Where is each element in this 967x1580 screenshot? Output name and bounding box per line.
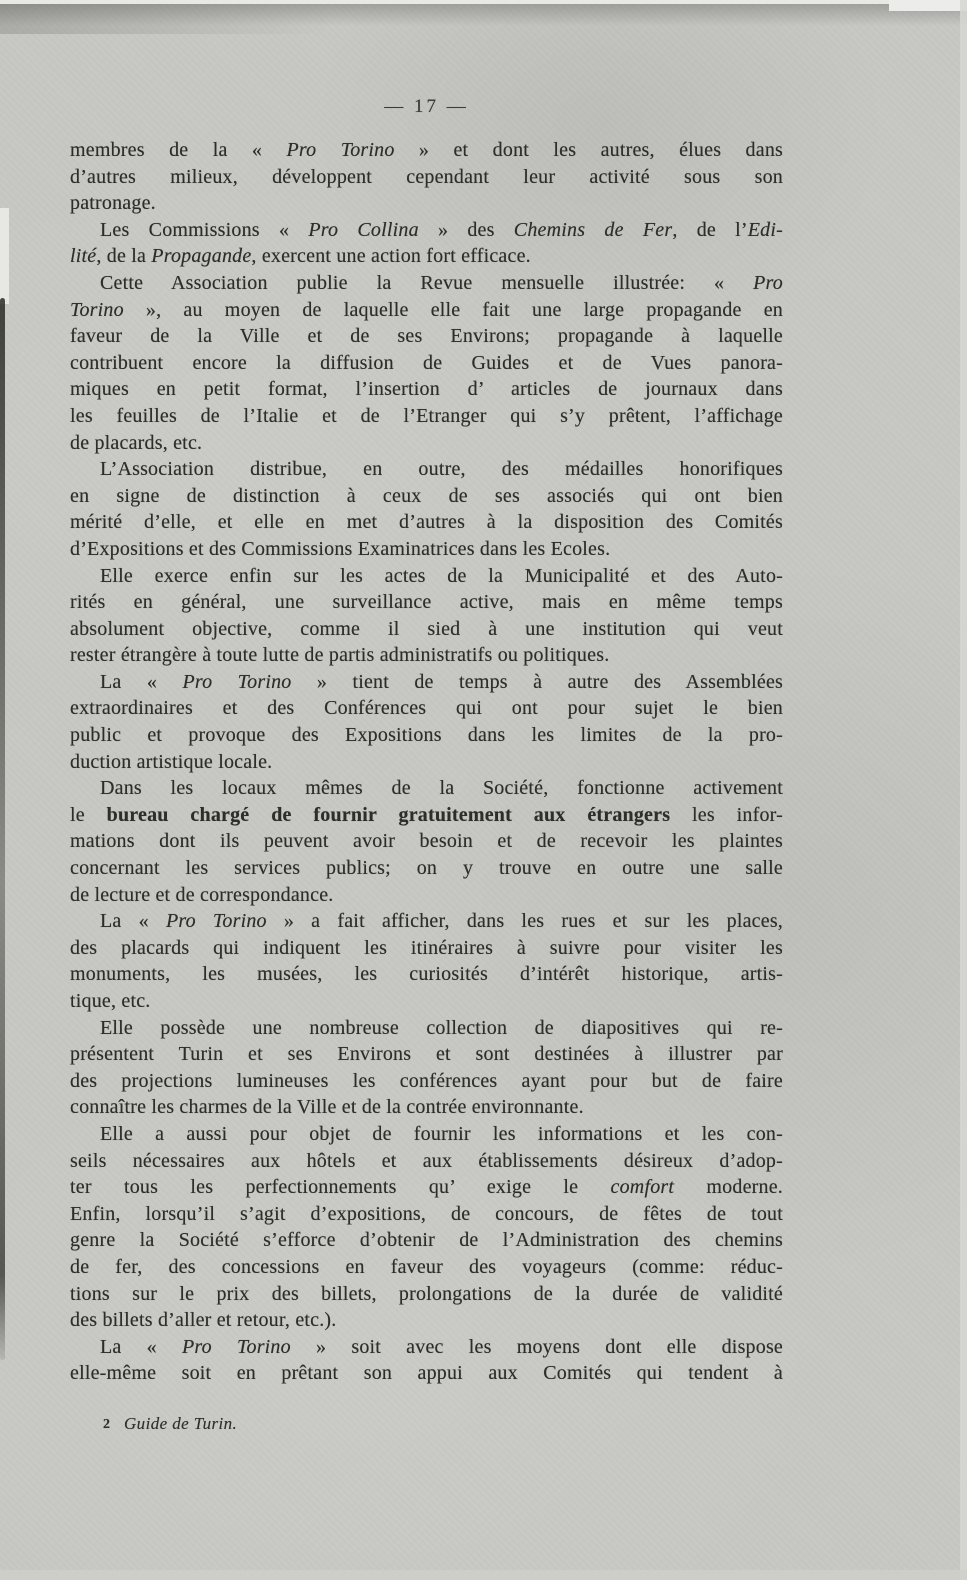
- text-line: tique, etc.: [70, 990, 151, 1012]
- footnote-text: Guide de Turin.: [124, 1414, 238, 1433]
- text-line: rester étrangère à toute lutte de partis administratifs ou politiques.: [70, 644, 610, 667]
- text-line: les feuilles de l’Italie et de l’Etranger qui s’y prêtent, l’affichage: [70, 404, 783, 427]
- text-line: Elle possède une nombreuse collection de diapositives qui re-: [100, 1016, 783, 1039]
- text-line: lité, de la Propagande, exercent une action fort efficace.: [70, 245, 531, 268]
- scan-edge-left-dark: [0, 298, 5, 1360]
- text-line: Dans les locaux mêmes de la Société, fonctionne activement: [100, 777, 783, 800]
- text-line: Enfin, lorsqu’il s’agit d’expositions, de concours, de fêtes de tout: [70, 1202, 783, 1225]
- footnote: [103, 1414, 237, 1434]
- scan-edge-topright-white: [889, 0, 967, 11]
- text-line: contribuent encore la diffusion de Guides et de Vues panora-: [70, 351, 783, 374]
- text-line: Cette Association publie la Revue mensuelle illustrée: « Pro: [100, 271, 783, 294]
- scan-edge-top-white: [0, 0, 967, 4]
- page-number: — 17 —: [384, 96, 469, 117]
- scan-edge-bottom-light: [0, 1570, 967, 1580]
- text-line: Elle exerce enfin sur les actes de la Municipalité et des Auto-: [100, 564, 783, 587]
- text-line: Elle a aussi pour objet de fournir les informations et les con-: [100, 1122, 783, 1145]
- text-line: duction artistique locale.: [70, 750, 273, 773]
- text-line: d’Expositions et des Commissions Examinatrices dans les Ecoles.: [70, 537, 611, 560]
- text-line: absolument objective, comme il sied à une institution qui veut: [70, 617, 783, 640]
- text-line: de fer, des concessions en faveur des voyageurs (comme: réduc-: [70, 1255, 783, 1278]
- text-line: faveur de la Ville et de ses Environs; propagande à laquelle: [70, 325, 783, 348]
- text-line: La « Pro Torino » tient de temps à autre des Assemblées: [100, 670, 783, 693]
- text-line: L’Association distribue, en outre, des médailles honorifiques: [100, 458, 783, 481]
- scan-edge-top-shadow-left: [0, 4, 387, 34]
- text-line: tions sur le prix des billets, prolongations de la durée de validité: [70, 1282, 783, 1305]
- text-line: miques en petit format, l’insertion d’ articles de journaux dans: [70, 378, 783, 401]
- text-line: monuments, les musées, les curiosités d’intérêt historique, artis-: [70, 963, 783, 986]
- scan-edge-right-light: [960, 0, 967, 1580]
- text-line: patronage.: [70, 192, 156, 215]
- text-line: présentent Turin et ses Environs et sont destinées à illustrer par: [70, 1043, 783, 1066]
- text-line: le bureau chargé de fournir gratuitement aux étrangers les infor-: [70, 803, 783, 826]
- text-line: genre la Société s’efforce d’obtenir de l’Administration des chemins: [70, 1229, 783, 1252]
- footnote-marker: 2: [103, 1417, 110, 1432]
- text-line: des placards qui indiquent les itinéraires à suivre pour visiter les: [70, 936, 783, 959]
- text-line: public et provoque des Expositions dans les limites de la pro-: [70, 724, 783, 747]
- text-line: elle-même soit en prêtant son appui aux Comités qui tendent à: [70, 1362, 783, 1385]
- text-line: La « Pro Torino » soit avec les moyens dont elle dispose: [100, 1335, 783, 1358]
- text-line: extraordinaires et des Conférences qui ont pour sujet le bien: [70, 697, 783, 720]
- text-line: en signe de distinction à ceux de ses associés qui ont bien: [70, 484, 783, 507]
- text-line: concernant les services publics; on y trouve en outre une salle: [70, 857, 783, 880]
- text-line: mérité d’elle, et elle en met d’autres à la disposition des Comités: [70, 511, 783, 534]
- text-line: de lecture et de correspondance.: [70, 883, 334, 906]
- text-line: rités en général, une surveillance active, mais en même temps: [70, 591, 783, 614]
- text-line: des billets d’aller et retour, etc.).: [70, 1309, 337, 1332]
- text-line: mations dont ils peuvent avoir besoin et de recevoir les plaintes: [70, 830, 783, 853]
- text-line: de placards, etc.: [70, 431, 203, 454]
- scan-edge-left-white: [0, 208, 9, 304]
- text-line: seils nécessaires aux hôtels et aux établissements désireux d’adop-: [70, 1149, 783, 1172]
- text-line: ter tous les perfectionnements qu’ exige le comfort moderne.: [70, 1176, 783, 1199]
- text-line: connaître les charmes de la Ville et de la contrée environnante.: [70, 1096, 584, 1119]
- text-line: d’autres milieux, développent cependant leur activité sous son: [70, 165, 783, 188]
- text-block: [70, 137, 783, 1387]
- text-line: des projections lumineuses les conférences ayant pour but de faire: [70, 1069, 783, 1092]
- text-line: La « Pro Torino » a fait afficher, dans les rues et sur les places,: [100, 910, 783, 933]
- text-line: Torino », au moyen de laquelle elle fait une large propagande en: [70, 298, 783, 321]
- text-line: membres de la « Pro Torino » et dont les autres, élues dans: [70, 139, 783, 161]
- text-line: Les Commissions « Pro Collina » des Chemins de Fer, de l’Edi-: [100, 218, 783, 241]
